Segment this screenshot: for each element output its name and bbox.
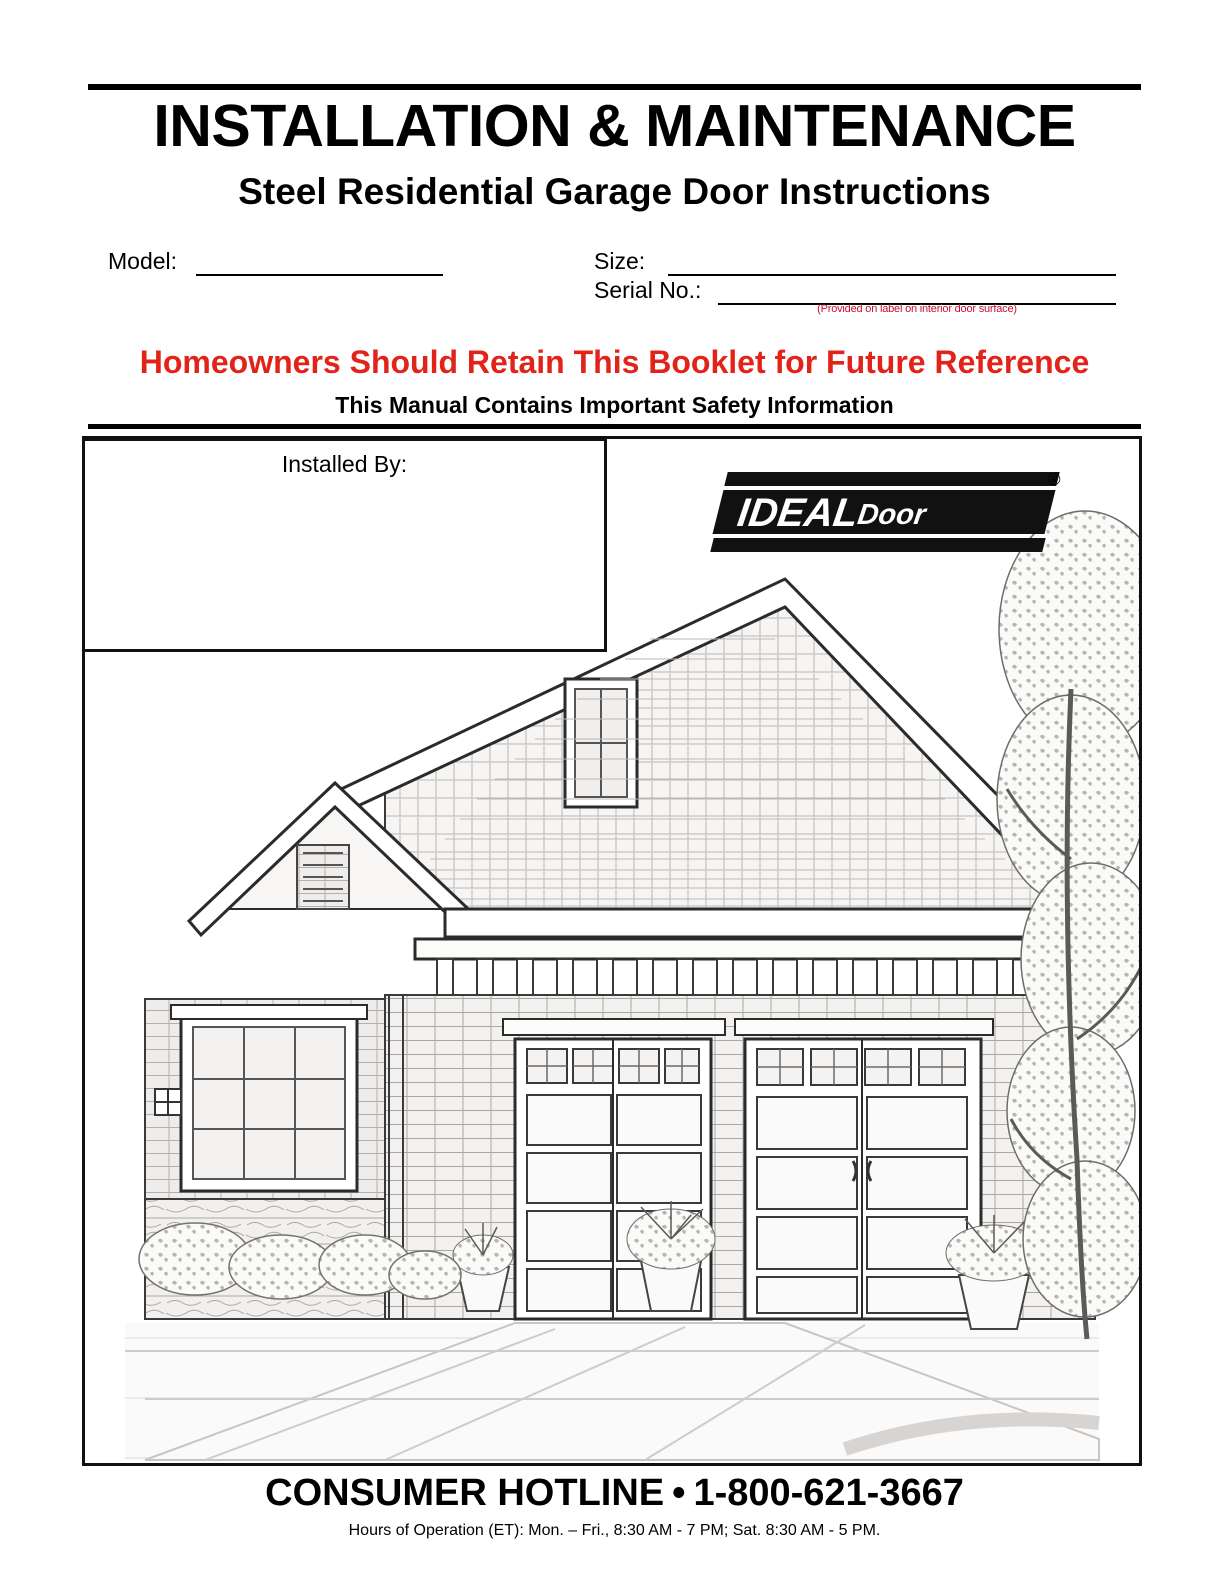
logo-wordmark — [735, 492, 1051, 534]
serial-number-label: Serial No.: — [594, 277, 702, 303]
size-label: Size: — [594, 248, 646, 274]
page-title: INSTALLATION & MAINTENANCE — [153, 93, 1076, 159]
logo-bar-bottom — [710, 538, 1045, 552]
ideal-door-logo — [712, 470, 1061, 560]
model-label: Model: — [108, 248, 178, 274]
model-field[interactable] — [196, 274, 443, 276]
hours-of-operation: Hours of Operation (ET): Mon. – Fri., 8:30 AM - 7 PM; Sat. 8:30 AM - 5 PM. — [348, 1522, 881, 1539]
consumer-hotline — [88, 1472, 1141, 1515]
hotline-number[interactable]: 1-800-621-3667 — [693, 1472, 964, 1514]
logo-word-ideal: IDEAL — [734, 491, 862, 535]
hotline-label: CONSUMER HOTLINE — [265, 1472, 665, 1514]
size-field[interactable] — [668, 274, 1116, 276]
page-subtitle: Steel Residential Garage Door Instructions — [238, 171, 991, 212]
registered-trademark-mark: ® — [1048, 470, 1061, 489]
logo-word-door: Door — [855, 499, 928, 531]
logo-bar-top — [724, 472, 1059, 486]
installed-by-label: Installed By: — [281, 451, 408, 477]
header-top-rule — [88, 84, 1141, 90]
installed-by-box[interactable] — [82, 438, 607, 652]
safety-information-notice: This Manual Contains Important Safety Information — [335, 392, 894, 418]
header-bottom-rule — [88, 424, 1141, 429]
hotline-separator: • — [672, 1472, 686, 1514]
retain-booklet-notice: Homeowners Should Retain This Booklet for Future Reference — [139, 344, 1090, 380]
serial-number-note: (Provided on label on interior door surface) — [817, 303, 1017, 315]
